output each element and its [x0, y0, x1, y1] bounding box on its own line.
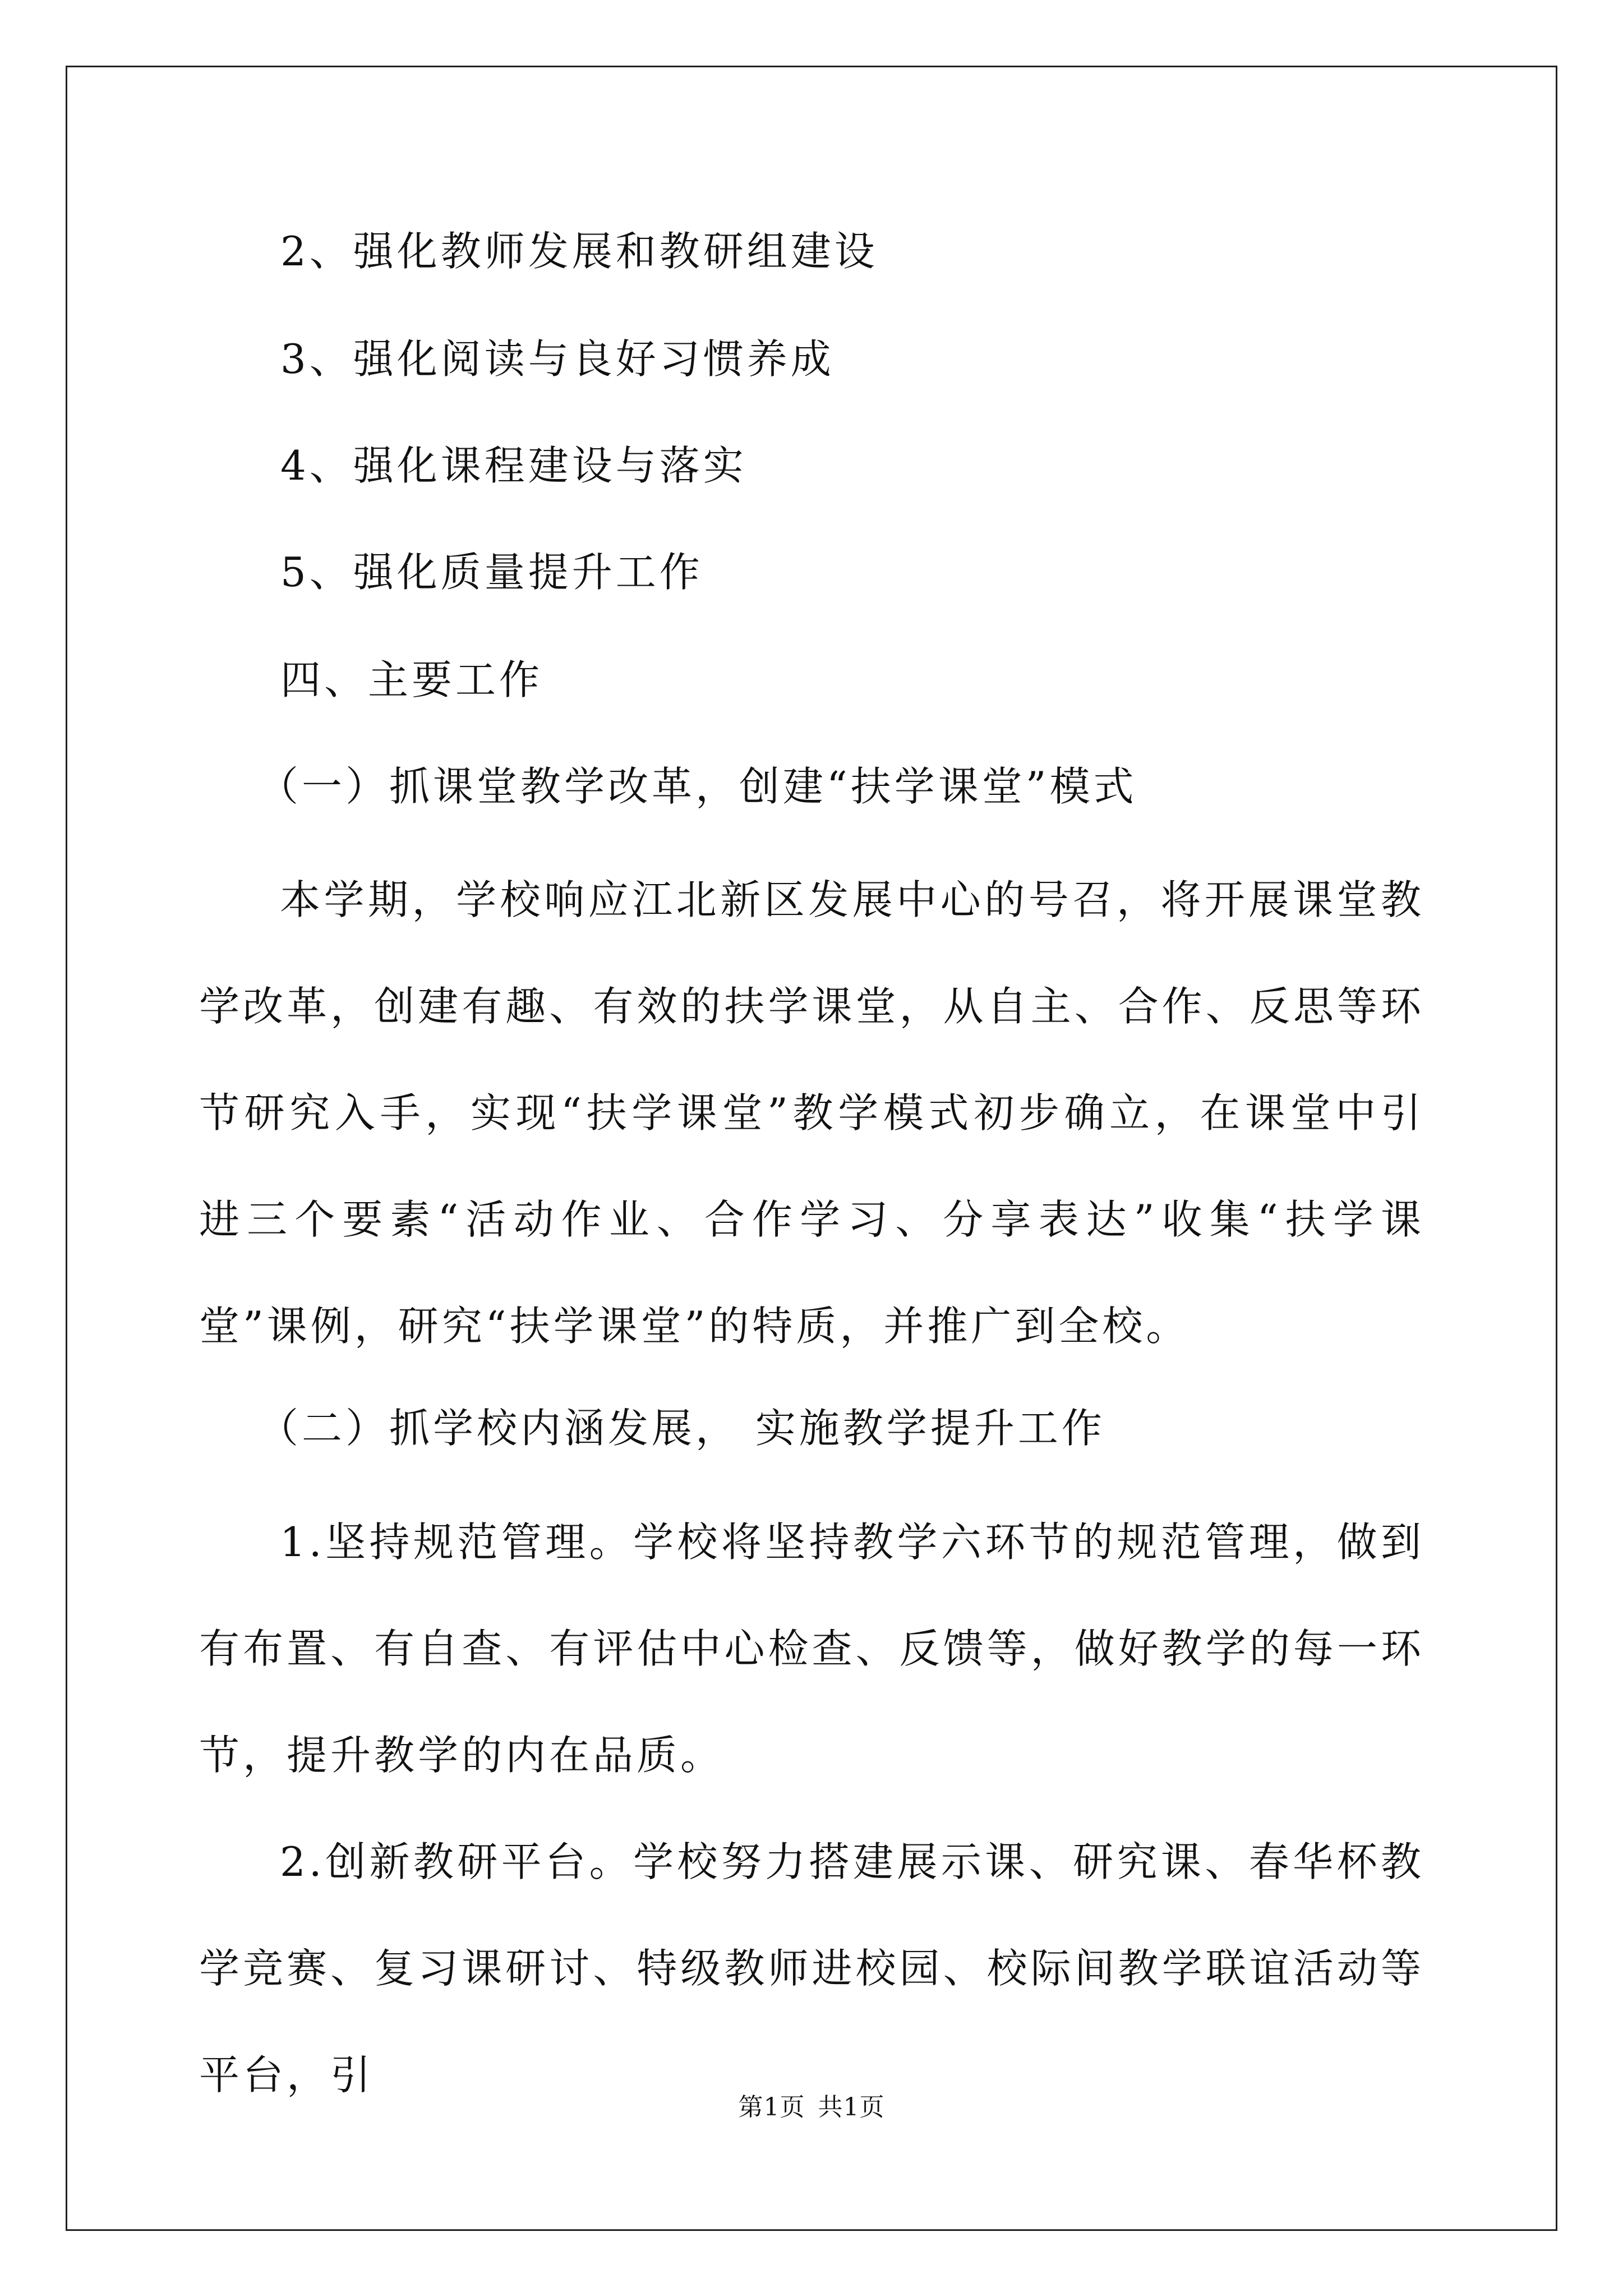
paragraph-reform: 本学期，学校响应江北新区发展中心的号召，将开展课堂教学改革，创建有趣、有效的扶学课堂，从自主、合作、反思等环节研究入手，实现“扶学课堂”教学模式初步确立，在课堂中引进三个要素“活动作业、合作学习、分享表达”收集“扶学课堂”课例，研究“扶学课堂”的特质，并推广到全校。: [199, 876, 1424, 1350]
paragraph-platform: 2.创新教研平台。学校努力搭建展示课、研究课、春华杯教学竞赛、复习课研讨、特级教师进校园、校际间教学联谊活动等平台，引: [199, 1838, 1424, 2099]
page-footer: 第1页 共1页: [738, 2093, 885, 2122]
list-item-4: 4、强化课程建设与落实: [280, 442, 747, 489]
section-heading-4: 四、主要工作: [280, 656, 543, 703]
paragraph-management: 1.坚持规范管理。学校将坚持教学六环节的规范管理，做到有布置、有自查、有评估中心检查、反馈等，做好教学的每一环节，提升教学的内在品质。: [199, 1519, 1424, 1779]
list-item-3: 3、强化阅读与良好习惯养成: [280, 335, 834, 383]
subheading-2: （二）抓学校内涵发展， 实施教学提升工作: [258, 1405, 1105, 1452]
list-item-2: 2、强化教师发展和教研组建设: [280, 228, 878, 275]
subheading-1: （一）抓课堂教学改革，创建“扶学课堂”模式: [258, 763, 1137, 810]
list-item-5: 5、强化质量提升工作: [280, 549, 703, 596]
